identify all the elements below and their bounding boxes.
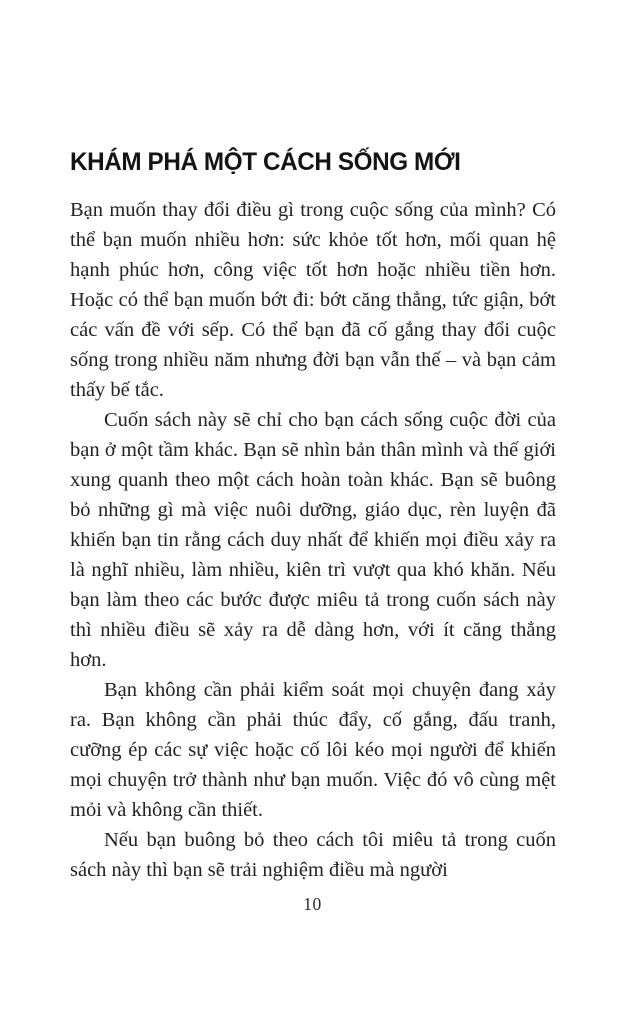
chapter-heading: KHÁM PHÁ MỘT CÁCH SỐNG MỚI: [70, 148, 461, 176]
paragraph-3: Bạn không cần phải kiểm soát mọi chuyện đang xảy ra. Bạn không cần phải thúc đẩy, cố gắng, đấu tranh, cưỡng ép các sự việc hoặc cố lôi kéo mọi người để khiến mọi chuyện trở thành như bạn muốn. Việc đó vô cùng mệt mỏi và không cần thiết.: [70, 679, 556, 821]
page-number: 10: [303, 894, 322, 914]
paragraph-4: Nếu bạn buông bỏ theo cách tôi miêu tả trong cuốn sách này thì bạn sẽ trải nghiệm điều mà người: [70, 829, 556, 881]
page-content: [70, 148, 556, 885]
paragraph-2: Cuốn sách này sẽ chỉ cho bạn cách sống cuộc đời của bạn ở một tầm khác. Bạn sẽ nhìn bản thân mình và thế giới xung quanh theo một cách hoàn toàn khác. Bạn sẽ buông bỏ những gì mà việc nuôi dưỡng, giáo dục, rèn luyện đã khiến bạn tin rằng cách duy nhất để khiến mọi điều xảy ra là nghĩ nhiều, làm nhiều, kiên trì vượt qua khó khăn. Nếu bạn làm theo các bước được miêu tả trong cuốn sách này thì nhiều điều sẽ xảy ra dễ dàng hơn, với ít căng thẳng hơn.: [70, 409, 556, 671]
paragraph-1: Bạn muốn thay đổi điều gì trong cuộc sống của mình? Có thể bạn muốn nhiều hơn: sức khỏe tốt hơn, mối quan hệ hạnh phúc hơn, công việc tốt hơn hoặc nhiều tiền hơn. Hoặc có thể bạn muốn bớt đi: bớt căng thẳng, tức giận, bớt các vấn đề với sếp. Có thể bạn đã cố gắng thay đổi cuộc sống trong nhiều năm nhưng đời bạn vẫn thế – và bạn cảm thấy bế tắc.: [70, 199, 556, 401]
body-text: [70, 195, 556, 885]
